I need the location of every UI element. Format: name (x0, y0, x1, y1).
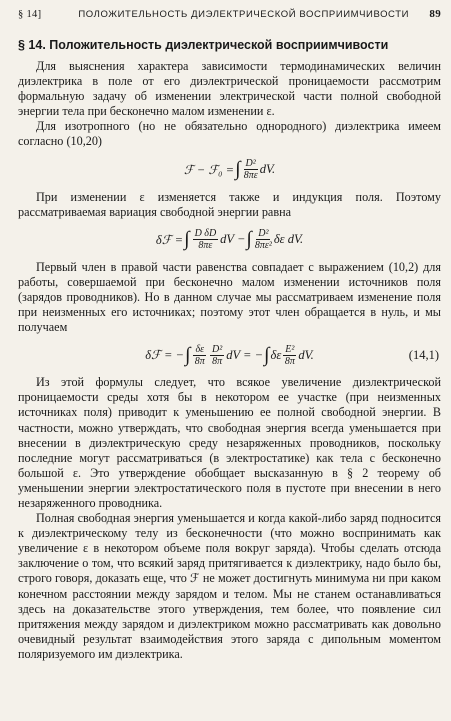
equation-1: ℱ − ℱ₀ = ∫ $\frac{\text{D²}}{8\pi\varepsilon}$ dV. (183, 158, 276, 182)
running-head (18, 8, 441, 26)
paragraph-3: При изменении ε изменяется также и индукция поля. Поэтому рассматриваемая вариация свободной энергии равна (18, 189, 441, 219)
integral-sign: ∫ (184, 343, 191, 366)
equation-2: δℱ = ∫ $\frac{\text{D δD}}{8\pi\varepsilon}$ dV − ∫ $\frac{\text{D²}}{\text{8πε²}}$ δε dV. (155, 228, 304, 252)
integral-sign: ∫ (246, 228, 252, 251)
equation-label: (14,1) (408, 347, 439, 362)
fraction: $\frac{\text{D²}}{\text{8πε²}}$ (254, 228, 272, 252)
header-section: § 14] (18, 9, 42, 20)
section-heading: § 14. Положительность диэлектрической восприимчивости (18, 38, 389, 52)
paragraph-1: Для выяснения характера зависимости термодинамических величин диэлектрика в поле от его диэлектрической проницаемости рассмотрим формальную задачу об изменении электрической части полной свободной энергии тела при бесконечно малом изменении ε. (18, 59, 441, 119)
paragraph-6: Полная свободная энергия уменьшается и когда какой-либо заряд подносится к диэлектрическому телу из бесконечности (что можно воспринимать как увеличение ε в некотором объеме поля вокруг заряда). Чтобы сделать отсюда заключение о том, что всякий заряд притягивается к диэлектрику, надо было бы, строго говоря, доказать еще, что ℱ не может достигнуть минимума ни при каком конечном расстоянии между зарядом и телом. Мы не станем останавливаться здесь на доказательстве этого утверждения, тем более, что появление сил притяжения между зарядом и диэлектриком можно рассматривать как довольно очевидный результат взаимодействия этого заряда с дипольным моментом поляризуемого им диэлектрика. (18, 511, 441, 661)
paragraph-2: Для изотропного (но не обязательно однородного) диэлектрика имеем согласно (10,20) (18, 119, 441, 149)
fraction: $\frac{\delta\varepsilon}{8\pi}$ (194, 343, 205, 367)
integral-sign: ∫ (184, 228, 190, 251)
fraction: $\frac{\text{D²}}{8\pi\varepsilon}$ (243, 158, 258, 182)
integral-sign: ∫ (235, 158, 241, 181)
page-number: 89 (429, 8, 441, 20)
fraction: $\frac{\text{E²}}{8\pi}$ (284, 343, 295, 367)
header-title: ПОЛОЖИТЕЛЬНОСТЬ ДИЭЛЕКТРИЧЕСКОЙ ВОСПРИИМЧИВОСТИ (78, 9, 410, 20)
paragraph-4: Первый член в правой части равенства совпадает с выражением (10,2) для работы, совершаемой при бесконечно малом изменении источников поля (зарядов проводников). Но в данном случае мы рассматриваем изменение поля при неизменных его источниках; поэтому этот член обращается в нуль, и мы получаем (18, 259, 441, 335)
integral-sign: ∫ (264, 343, 270, 366)
fraction: $\frac{\text{D²}}{8\pi}$ (212, 343, 223, 367)
paragraph-5: Из этой формулы следует, что всякое увеличение диэлектрической проницаемости среды хотя бы в некотором ее участке (при неизменных источниках поля) приводит к уменьшению ее полной свободной энергии. В частности, можно утверждать, что свободная энергия всегда уменьшается при внесении в диэлектрическую среду незаряженных проводников, поскольку последние могут рассматриваться (в электростатике) как тела с бесконечно большой ε. Это утверждение обобщает высказанную в § 2 теорему об уменьшении энергии электростатического поля в пустоте при внесении в него незаряженного проводника. (18, 375, 441, 510)
equation-3: δℱ = − ∫ $\frac{\delta\varepsilon}{8\pi}$ $\frac{\text{D²}}{8\pi}$ dV = − ∫ δε $\frac{\text{E²}}{8\pi}$ dV. (14,1) (145, 343, 439, 367)
fraction: $\frac{\text{D δD}}{8\pi\varepsilon}$ (194, 228, 217, 252)
